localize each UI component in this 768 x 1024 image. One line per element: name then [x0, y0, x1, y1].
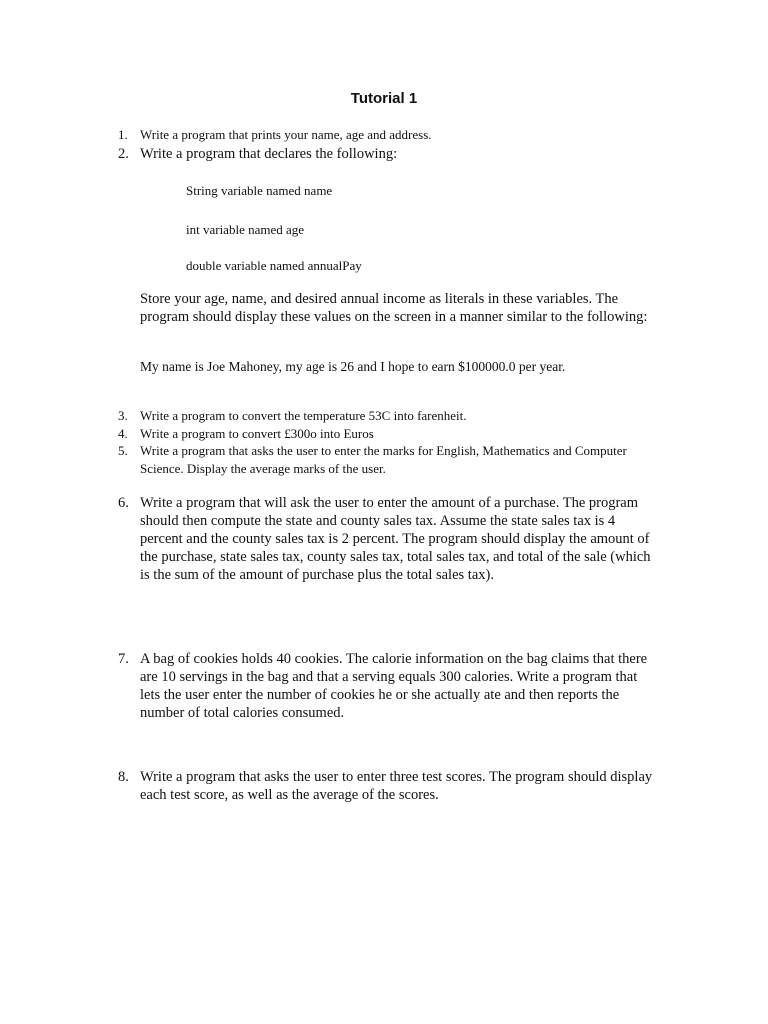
variable-line-age: int variable named age	[186, 222, 305, 237]
item-number: 7.	[118, 651, 129, 667]
list-item-8	[118, 768, 658, 804]
list-item-2	[118, 145, 658, 163]
list-item-4	[118, 425, 658, 443]
page-title: Tutorial 1	[350, 90, 418, 107]
item-number: 3.	[118, 408, 128, 423]
list-item-7	[118, 650, 658, 722]
item-number: 4.	[118, 426, 128, 441]
item-text: Write a program to convert £300o into Euros	[140, 426, 374, 441]
item-text: Write a program to convert the temperature 53C into farenheit.	[140, 408, 467, 423]
item-text: Write a program that prints your name, age and address.	[140, 127, 432, 142]
item-number: 5.	[118, 443, 128, 458]
list-item-3	[118, 407, 658, 425]
list-item-5	[118, 442, 658, 478]
item-text: A bag of cookies holds 40 cookies. The calorie information on the bag claims that there are 10 servings in the bag and that a serving equals 300 calories. Write a program that lets the user enter the number of cookies he or she actually ate and then reports the number of total calories consumed.	[140, 651, 648, 721]
item-text: Write a program that will ask the user to enter the amount of a purchase. The program should then compute the state and county sales tax. Assume the state sales tax is 4 percent and the county sales tax is 2 percent. The program should display the amount of the purchase, state sales tax, county sales tax, total sales tax, and total of the sale (which is the sum of the amount of purchase plus the total sales tax).	[140, 495, 651, 583]
variable-line-annualpay: double variable named annualPay	[186, 258, 362, 273]
store-instructions-paragraph: Store your age, name, and desired annual income as literals in these variables. The program should display these values on the screen in a manner similar to the following:	[140, 291, 648, 325]
example-output-line: My name is Joe Mahoney, my age is 26 and I hope to earn $100000.0 per year.	[140, 359, 566, 374]
item-text: Write a program that declares the following:	[140, 146, 398, 162]
item-text: Write a program that asks the user to enter the marks for English, Mathematics and Computer Science. Display the average marks of the user.	[140, 443, 627, 476]
item-number: 1.	[118, 127, 128, 142]
list-item-1	[118, 126, 658, 144]
list-item-6	[118, 494, 658, 584]
item-number: 8.	[118, 769, 129, 785]
item-text: Write a program that asks the user to enter three test scores. The program should display each test score, as well as the average of the scores.	[140, 769, 653, 803]
item-number: 2.	[118, 146, 129, 162]
variable-line-name: String variable named name	[186, 183, 333, 198]
item-number: 6.	[118, 495, 129, 511]
